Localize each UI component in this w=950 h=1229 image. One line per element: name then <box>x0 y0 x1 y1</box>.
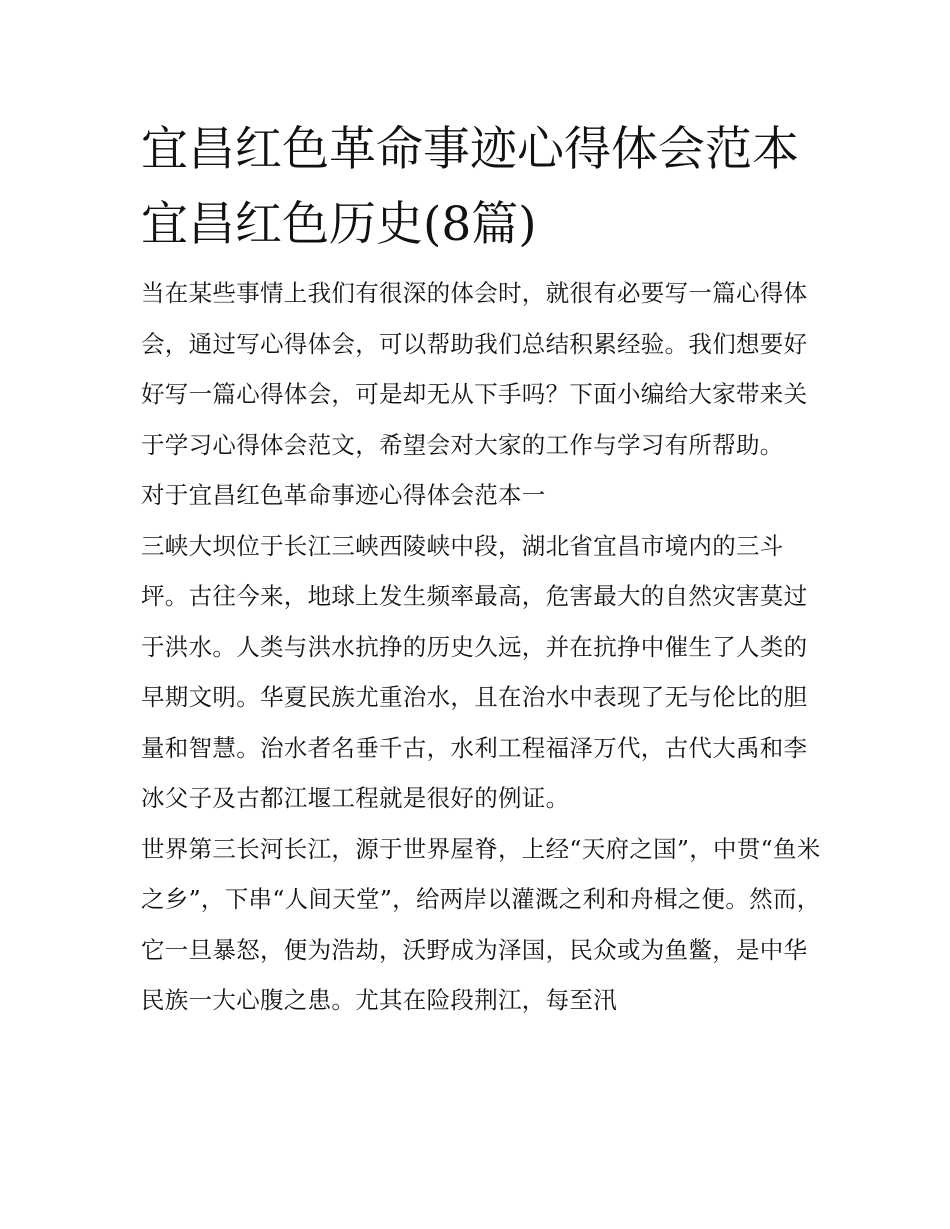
body-paragraph: 三峡大坝位于长江三峡西陵峡中段，湖北省宜昌市境内的三斗坪。古往今来，地球上发生频率最高，危害最大的自然灾害莫过于洪水。人类与洪水抗挣的历史久远，并在抗挣中催生了人类的早期文明。华夏民族尤重治水，且在治水中表现了无与伦比的胆量和智慧。治水者名垂千古，水利工程福泽万代，古代大禹和李冰父子及古都江堰工程就是很好的例证。 <box>141 531 808 812</box>
body-paragraph: 世界第三长河长江，源于世界屋脊，上经“天府之国”，中贯“鱼米之乡”，下串“人间天堂”，给两岸以灌溉之利和舟楫之便。然而，它一旦暴怒，便为浩劫，沃野成为泽国，民众或为鱼鳖，是中华民族一大心腹之患。尤其在险段荆江，每至汛 <box>141 834 821 1014</box>
section-heading: 对于宜昌红色革命事迹心得体会范本一 <box>141 481 546 509</box>
document-title: 宜昌红色革命事迹心得体会范本 宜昌红色历史(8篇) <box>141 122 799 252</box>
intro-paragraph: 当在某些事情上我们有很深的体会时，就很有必要写一篇心得体会，通过写心得体会，可以帮助我们总结积累经验。我们想要好好写一篇心得体会，可是却无从下手吗？下面小编给大家带来关于学习心得体会范文，希望会对大家的工作与学习有所帮助。 <box>141 279 808 459</box>
document-page <box>141 112 821 1026</box>
